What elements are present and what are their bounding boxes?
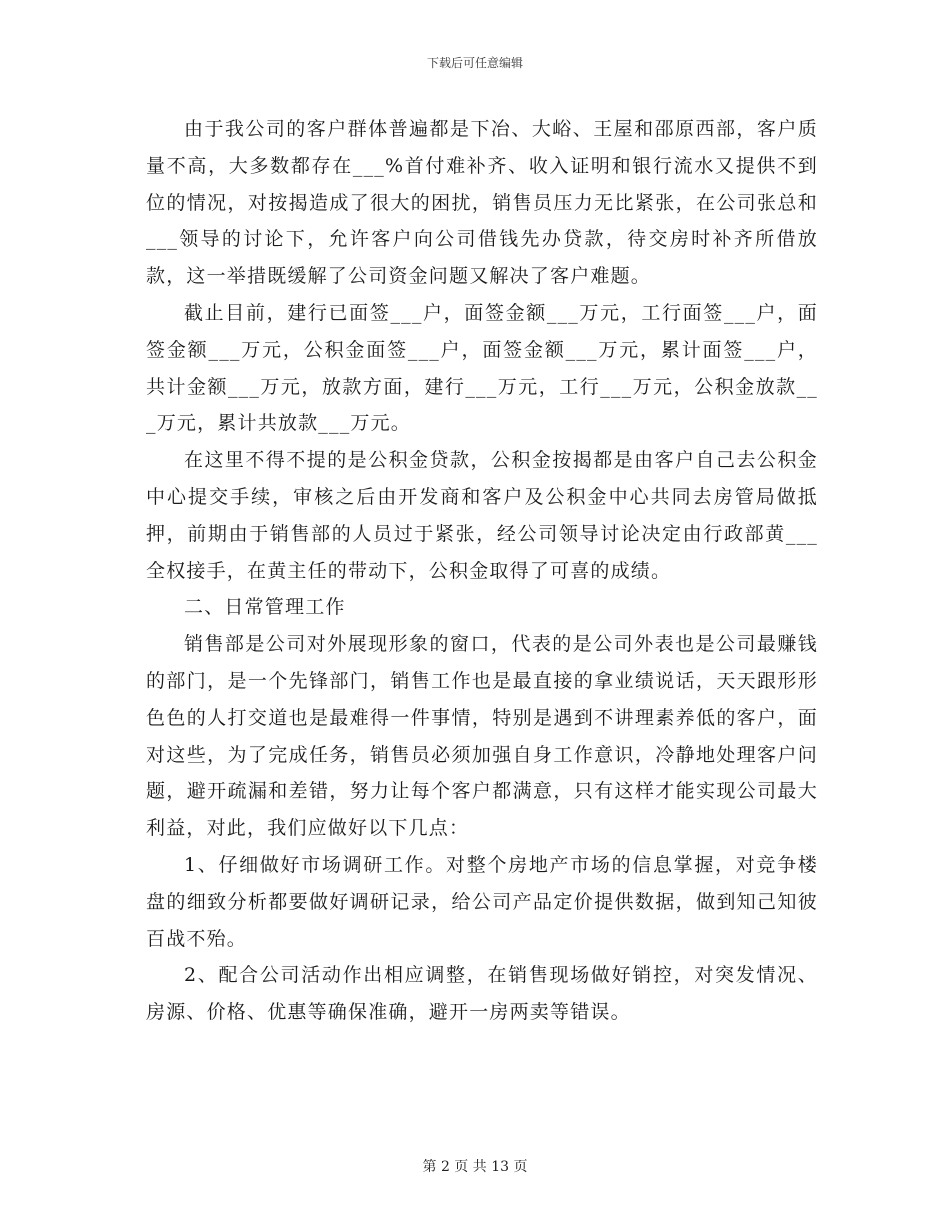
list-item-sales-control: 2、配合公司活动作出相应调整，在销售现场做好销控，对突发情况、房源、价格、优惠等确保准确，避开一房两卖等错误。 bbox=[146, 964, 818, 1024]
paragraph-provident-fund: 在这里不得不提的是公积金贷款，公积金按揭都是由客户自己去公积金中心提交手续，审核之后由开发商和客户及公积金中心共同去房管局做抵押，前期由于销售部的人员过于紧张，经公司领导讨论决定由行政部黄___全权接手，在黄主任的带动下，公积金取得了可喜的成绩。 bbox=[146, 449, 818, 582]
paragraph-customer-loans: 由于我公司的客户群体普遍都是下冶、大峪、王屋和邵原西部，客户质量不高，大多数都存在___%首付难补齐、收入证明和银行流水又提供不到位的情况，对按揭造成了很大的困扰，销售员压力无比紧张，在公司张总和___领导的讨论下，允许客户向公司借钱先办贷款，待交房时补齐所借放款，这一举措既缓解了公司资金问题又解决了客户难题。 bbox=[146, 118, 818, 288]
paragraph-signing-stats: 截止目前，建行已面签___户，面签金额___万元，工行面签___户，面签金额___万元，公积金面签___户，面签金额___万元，累计面签___户，共计金额___万元，放款方面，建行___万元，工行___万元，公积金放款___万元，累计共放款___万元。 bbox=[146, 301, 818, 435]
list-item-market-research: 1、仔细做好市场调研工作。对整个房地产市场的信息掌握，对竞争楼盘的细致分析都要做好调研记录，给公司产品定价提供数据，做到知己知彼百战不殆。 bbox=[146, 853, 818, 950]
page-header: 下载后可任意编辑 bbox=[426, 56, 523, 70]
section-heading-daily-management: 二、日常管理工作 bbox=[184, 596, 346, 619]
page-footer: 第 2 页 共 13 页 bbox=[422, 1159, 528, 1175]
paragraph-sales-department: 销售部是公司对外展现形象的窗口，代表的是公司外表也是公司最赚钱的部门，是一个先锋部门，销售工作也是最直接的拿业绩说话，天天跟形形色色的人打交道也是最难得一件事情，特别是遇到不讲理素养低的客户，面对这些，为了完成任务，销售员必须加强自身工作意识，冷静地处理客户问题，避开疏漏和差错，努力让每个客户都满意，只有这样才能实现公司最大利益，对此，我们应做好以下几点： bbox=[146, 633, 818, 840]
document-body bbox=[146, 111, 818, 1031]
